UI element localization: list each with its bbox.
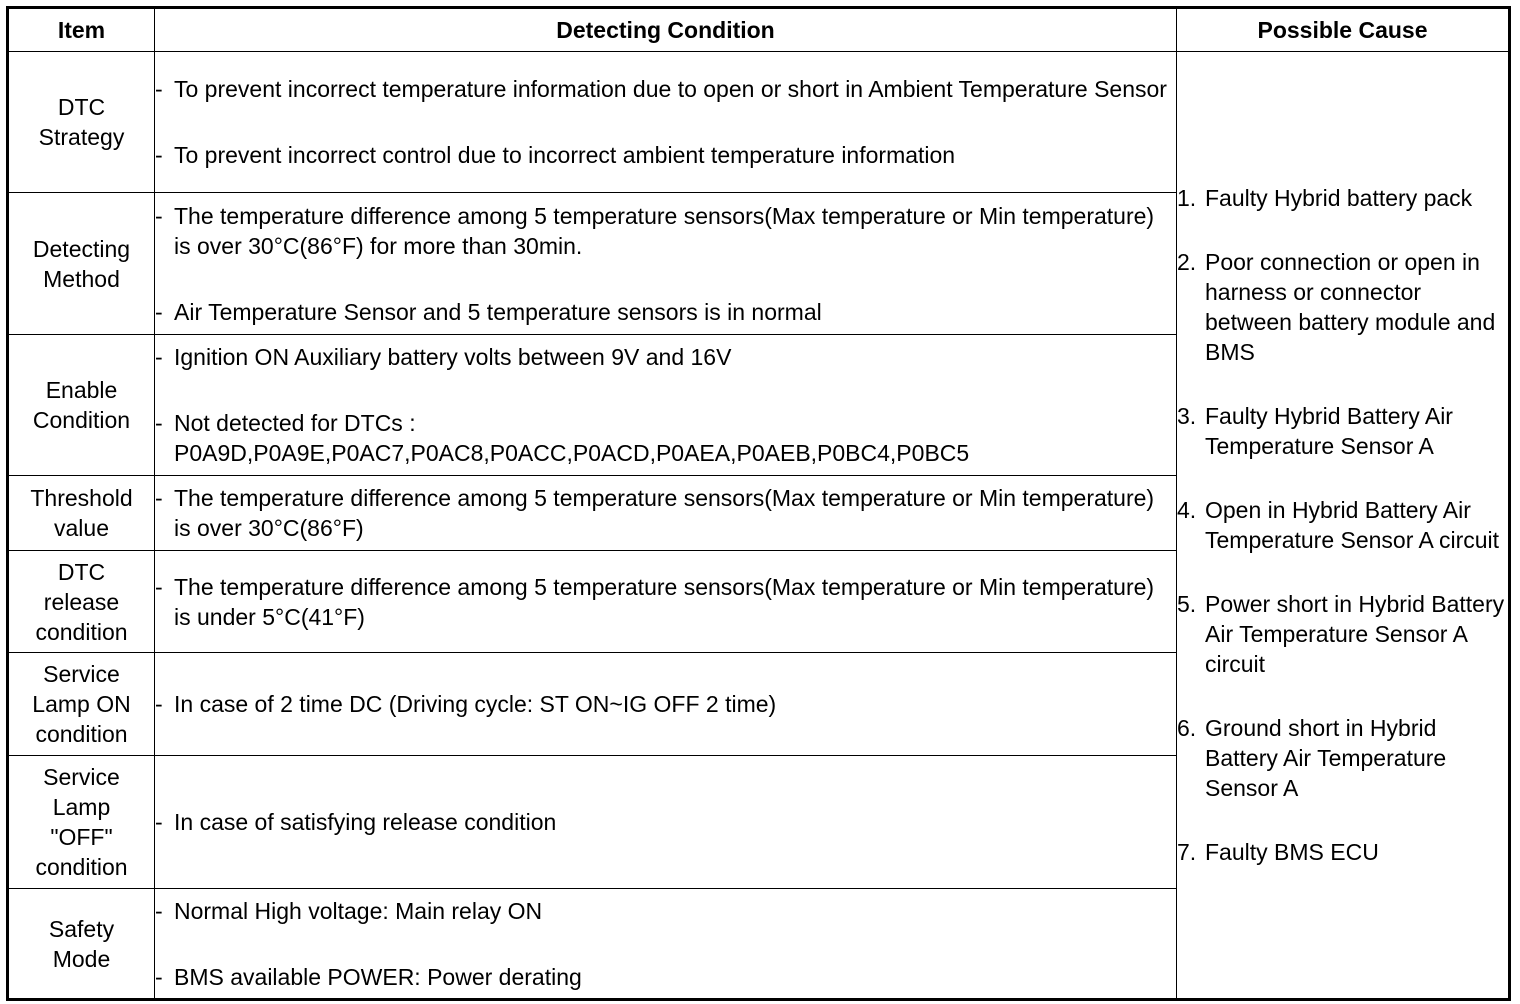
item-label-line: DTC [57, 558, 106, 585]
item-label-line: Enable [45, 377, 118, 403]
condition-cell-safety-mode [155, 889, 1177, 1000]
bullet-dash: - [155, 142, 163, 168]
item-label-line: "OFF" [50, 824, 113, 850]
bullet-dash: - [155, 691, 163, 717]
item-cell-safety-mode [8, 889, 155, 1000]
cause-item [1177, 837, 1508, 867]
bullet-dash: - [155, 298, 163, 325]
cause-number: 7. [1177, 839, 1197, 865]
item-label-line: Method [43, 265, 120, 292]
bullet-dash: - [155, 76, 163, 102]
condition-cell-detecting-method [155, 193, 1177, 335]
condition-item [155, 201, 1176, 261]
cause-text: Power short in Hybrid Battery Air Temperature Sensor A circuit [1205, 591, 1505, 677]
table-body [8, 52, 1510, 1000]
cause-text: Poor connection or open in harness or connector between battery module and BMS [1205, 249, 1496, 365]
cause-text: Ground short in Hybrid Battery Air Temperature Sensor A [1205, 715, 1447, 801]
item-label-line: Mode [52, 945, 111, 972]
cause-item [1177, 247, 1508, 367]
cause-number: 1. [1177, 185, 1197, 211]
condition-item [155, 140, 1176, 170]
condition-text: The temperature difference among 5 temperature sensors(Max temperature or Min temperature) is over 30°C(86°F) [174, 485, 1155, 541]
condition-item [155, 483, 1176, 543]
item-label-line: Service [43, 661, 120, 687]
item-label-line: Condition [32, 407, 131, 433]
item-label-line: condition [35, 618, 128, 645]
cause-number: 5. [1177, 591, 1197, 617]
item-label-line: Safety [48, 915, 115, 942]
condition-cell-dtc-release-condition [155, 551, 1177, 653]
condition-item [155, 297, 1176, 327]
condition-item [155, 689, 1176, 719]
condition-cell-service-lamp-on [155, 653, 1177, 756]
item-label-line: release [43, 588, 120, 615]
condition-text: To prevent incorrect temperature information due to open or short in Ambient Temperature Sensor [174, 76, 1167, 102]
condition-item [155, 408, 1176, 468]
cause-number: 6. [1177, 715, 1197, 741]
condition-cell-service-lamp-off [155, 756, 1177, 889]
bullet-dash: - [155, 485, 163, 511]
bullet-dash: - [155, 202, 163, 229]
condition-text: BMS available POWER: Power derating [174, 963, 582, 990]
dtc-table [6, 6, 1511, 1001]
bullet-dash: - [155, 963, 163, 990]
condition-text: Air Temperature Sensor and 5 temperature sensors is in normal [174, 298, 822, 325]
item-label-line: Service [43, 764, 120, 790]
condition-text: Normal High voltage: Main relay ON [174, 897, 543, 924]
item-cell-detecting-method [8, 193, 155, 335]
item-label-line: value [54, 515, 109, 541]
item-label-line: DTC [57, 94, 106, 120]
bullet-dash: - [155, 573, 163, 600]
condition-cell-dtc-strategy [155, 52, 1177, 193]
condition-text: To prevent incorrect control due to incorrect ambient temperature information [174, 142, 956, 168]
bullet-dash: - [155, 897, 163, 924]
header-possible-cause: Possible Cause [1177, 8, 1510, 52]
item-cell-dtc-strategy [8, 52, 155, 193]
bullet-dash: - [155, 344, 163, 370]
cause-item [1177, 713, 1508, 803]
cause-number: 2. [1177, 249, 1197, 275]
condition-text: In case of satisfying release condition [174, 809, 557, 835]
condition-item [155, 896, 1176, 926]
cause-item [1177, 495, 1508, 555]
condition-item [155, 572, 1176, 632]
condition-text: Ignition ON Auxiliary battery volts between 9V and 16V [174, 344, 732, 370]
item-label-line: condition [35, 854, 128, 880]
item-label-line: Threshold [30, 485, 133, 511]
condition-item [155, 74, 1176, 104]
cause-item [1177, 183, 1508, 213]
bullet-dash: - [155, 410, 163, 436]
cause-text: Faulty Hybrid battery pack [1205, 185, 1473, 211]
item-cell-enable-condition [8, 335, 155, 476]
condition-item [155, 807, 1176, 837]
cause-item [1177, 589, 1508, 679]
header-row [8, 8, 1510, 52]
bullet-dash: - [155, 809, 163, 835]
cause-number: 3. [1177, 403, 1197, 429]
condition-text: Not detected for DTCs : P0A9D,P0A9E,P0AC7,P0AC8,P0ACC,P0ACD,P0AEA,P0AEB,P0BC4,P0BC5 [174, 410, 970, 466]
item-label-line: Strategy [38, 124, 125, 150]
item-label-line: Lamp [52, 794, 111, 820]
table-row [8, 52, 1510, 193]
header-detecting-condition: Detecting Condition [155, 8, 1177, 52]
condition-item [155, 342, 1176, 372]
header-item: Item [8, 8, 155, 52]
cause-text: Faulty BMS ECU [1205, 839, 1379, 865]
condition-text: The temperature difference among 5 temperature sensors(Max temperature or Min temperature) is over 30°C(86°F) for more than 30min. [174, 202, 1155, 259]
item-label-line: condition [35, 721, 128, 747]
item-cell-dtc-release-condition [8, 551, 155, 653]
condition-item [155, 962, 1176, 992]
item-label-line: Lamp ON [32, 691, 131, 717]
condition-text: The temperature difference among 5 temperature sensors(Max temperature or Min temperature) is under 5°C(41°F) [174, 573, 1155, 630]
cause-text: Faulty Hybrid Battery Air Temperature Sensor A [1205, 403, 1453, 459]
item-cell-service-lamp-on [8, 653, 155, 756]
condition-cell-enable-condition [155, 335, 1177, 476]
item-cell-threshold-value [8, 476, 155, 551]
item-cell-service-lamp-off [8, 756, 155, 889]
cause-item [1177, 401, 1508, 461]
cause-number: 4. [1177, 497, 1197, 523]
cause-text: Open in Hybrid Battery Air Temperature Sensor A circuit [1205, 497, 1500, 553]
condition-cell-threshold-value [155, 476, 1177, 551]
condition-text: In case of 2 time DC (Driving cycle: ST ON~IG OFF 2 time) [174, 691, 777, 717]
possible-cause-cell [1177, 52, 1510, 1000]
item-label-line: Detecting [32, 235, 131, 262]
